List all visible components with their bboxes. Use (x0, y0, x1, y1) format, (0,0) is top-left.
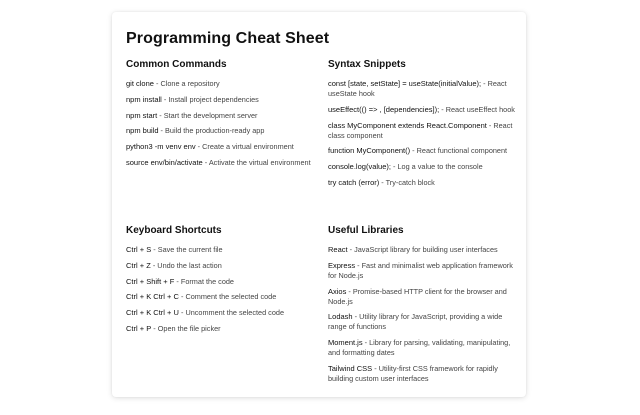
item-command: console.log(value); (328, 162, 391, 172)
item-description: Create a virtual environment (202, 142, 294, 152)
item-description: Start the development server (163, 110, 258, 120)
list-item: Express - Fast and minimalist web application framework for Node.js (328, 260, 513, 280)
item-command: Ctrl + Shift + F (126, 276, 175, 286)
list-item: class MyComponent extends React.Component - React class component (328, 120, 513, 140)
common-commands-section (126, 59, 316, 174)
list-item: useEffect(() => , [dependencies]); - React useEffect hook (328, 104, 515, 114)
item-command: npm start (126, 110, 158, 120)
item-command: try catch (error) (328, 177, 380, 187)
list-item: npm build - Build the production-ready app (126, 126, 265, 136)
item-command: Ctrl + Z (126, 260, 151, 270)
item-description: Library for parsing, validating, manipulating, and formatting dates (328, 338, 511, 358)
item-command: source env/bin/activate (126, 157, 203, 167)
item-description: Build the production-ready app (165, 126, 265, 136)
item-description: React useEffect hook (445, 104, 515, 114)
item-description: Format the code (180, 276, 234, 286)
list-item: Ctrl + Z - Undo the last action (126, 260, 222, 270)
list-item: Tailwind CSS - Utility-first CSS framework for rapidly building custom user interfaces (328, 363, 498, 383)
list-item: source env/bin/activate - Activate the virtual environment (126, 157, 311, 167)
item-description: JavaScript library for building user interfaces (354, 245, 498, 254)
item-command: Lodash (328, 312, 353, 322)
item-command: git clone (126, 79, 154, 88)
useful-libraries-list (328, 245, 518, 384)
list-item: npm install - Install project dependencies (126, 94, 259, 104)
list-item: Ctrl + P - Open the file picker (126, 323, 221, 333)
item-command: Axios (328, 286, 347, 296)
page-title: Programming Cheat Sheet (126, 30, 330, 47)
list-item: python3 -m venv env - Create a virtual environment (126, 142, 294, 152)
item-description: Promise-based HTTP client for the browser and Node.js (328, 286, 507, 306)
item-command: const [state, setState] = useState(initialValue); (328, 79, 482, 88)
item-description: Uncomment the selected code (185, 308, 284, 318)
item-description: Comment the selected code (185, 292, 277, 302)
item-description: Utility library for JavaScript, providing a wide range of functions (328, 312, 503, 332)
list-item: git clone - Clone a repository (126, 79, 220, 88)
list-item: React - JavaScript library for building user interfaces (328, 245, 498, 254)
list-item: npm start - Start the development server (126, 110, 258, 120)
item-description: React useState hook (328, 79, 507, 98)
item-command: npm build (126, 126, 159, 136)
item-description: React class component (328, 120, 513, 140)
list-item: Ctrl + Shift + F - Format the code (126, 276, 234, 286)
item-command: npm install (126, 94, 162, 104)
cheat-sheet-card (112, 12, 526, 397)
keyboard-shortcuts-heading: Keyboard Shortcuts (126, 225, 222, 236)
item-description: Fast and minimalist web application framework for Node.js (328, 260, 513, 280)
item-description: Log a value to the console (397, 162, 483, 172)
item-command: Ctrl + K Ctrl + U (126, 308, 179, 318)
list-item: const [state, setState] = useState(initialValue); - React useState hook (328, 79, 507, 98)
item-description: Undo the last action (157, 260, 222, 270)
item-description: React functional component (416, 146, 508, 156)
syntax-snippets-section (328, 59, 518, 194)
item-command: Ctrl + K Ctrl + C (126, 292, 179, 302)
item-command: python3 -m venv env (126, 142, 196, 152)
item-description: Clone a repository (160, 79, 220, 88)
list-item: console.log(value); - Log a value to the console (328, 162, 483, 172)
item-description: Utility-first CSS framework for rapidly building custom user interfaces (328, 363, 498, 383)
syntax-snippets-list (328, 79, 518, 188)
item-command: React (328, 245, 348, 254)
item-command: class MyComponent extends React.Component (328, 120, 487, 130)
syntax-snippets-heading: Syntax Snippets (328, 59, 406, 70)
list-item: Ctrl + K Ctrl + C - Comment the selected code (126, 292, 277, 302)
keyboard-shortcuts-list (126, 245, 316, 334)
list-item: Lodash - Utility library for JavaScript, providing a wide range of functions (328, 312, 503, 332)
item-command: function MyComponent() (328, 146, 411, 156)
list-item: Axios - Promise-based HTTP client for the browser and Node.js (328, 286, 507, 306)
list-item: function MyComponent() - React functional component (328, 146, 508, 156)
list-item: try catch (error) - Try-catch block (328, 177, 435, 187)
item-description: Try-catch block (385, 177, 435, 187)
item-command: Ctrl + S (126, 245, 152, 254)
list-item: Ctrl + K Ctrl + U - Uncomment the selected code (126, 308, 284, 318)
common-commands-list (126, 79, 316, 168)
item-description: Open the file picker (157, 323, 221, 333)
list-item: Moment.js - Library for parsing, validating, manipulating, and formatting dates (328, 338, 511, 358)
useful-libraries-heading: Useful Libraries (328, 225, 404, 236)
item-description: Save the current file (157, 245, 223, 254)
list-item: Ctrl + S - Save the current file (126, 245, 223, 254)
useful-libraries-section (328, 225, 518, 390)
common-commands-heading: Common Commands (126, 59, 227, 70)
item-description: Activate the virtual environment (208, 157, 311, 167)
item-command: Ctrl + P (126, 323, 152, 333)
keyboard-shortcuts-section (126, 225, 316, 340)
item-command: Express (328, 260, 356, 270)
item-command: Moment.js (328, 338, 363, 348)
item-command: Tailwind CSS (328, 363, 373, 373)
item-command: useEffect(() => , [dependencies]); (328, 104, 440, 114)
item-description: Install project dependencies (168, 94, 259, 104)
